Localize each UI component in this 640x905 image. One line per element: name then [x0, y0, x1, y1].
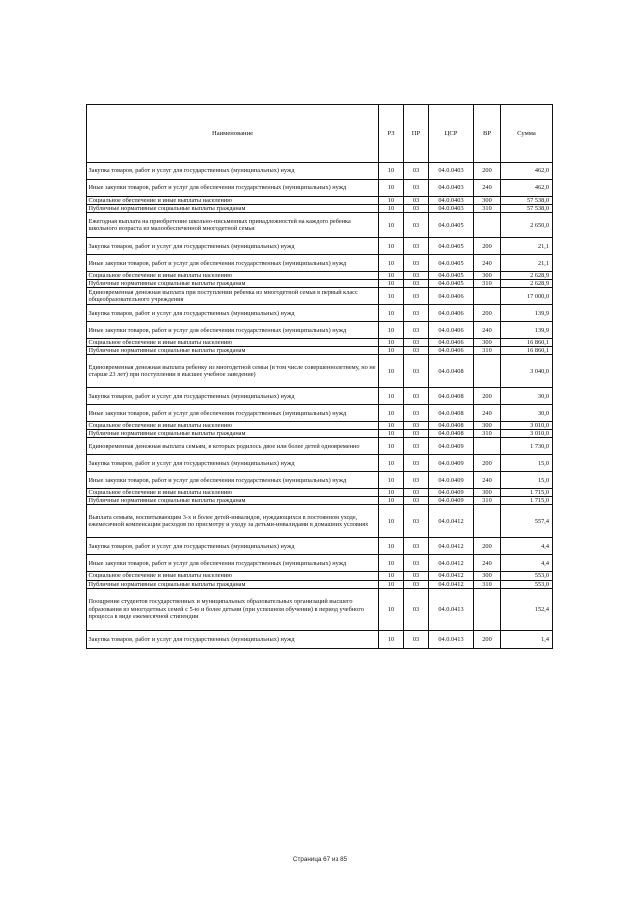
cell-pr: 03	[404, 472, 429, 489]
table-row	[87, 630, 553, 648]
cell-pr: 03	[404, 388, 429, 405]
table-row	[87, 288, 553, 305]
cell-sum: 15,0	[501, 472, 553, 489]
cell-name: Публичные нормативные социальные выплаты гражданам	[87, 580, 379, 588]
cell-name: Иные закупки товаров, работ и услуг для обеспечения государственных (муниципальных) нужд	[87, 255, 379, 272]
cell-vr: 300	[474, 422, 501, 430]
cell-sum: 553,0	[501, 580, 553, 588]
table-row	[87, 489, 553, 497]
cell-vr: 300	[474, 197, 501, 205]
cell-vr: 310	[474, 347, 501, 355]
cell-rz: 10	[379, 430, 404, 438]
cell-sum: 1 730,0	[501, 438, 553, 455]
cell-rz: 10	[379, 630, 404, 648]
table-row	[87, 163, 553, 180]
cell-name: Иные закупки товаров, работ и услуг для обеспечения государственных (муниципальных) нужд	[87, 322, 379, 339]
cell-name: Ежегодная выплата на приобретение школьно-письменных принадлежностей на каждого ребенка школьного возраста из малообеспеченной многодетной семьи	[87, 213, 379, 238]
table-row	[87, 238, 553, 255]
cell-sum: 2 628,9	[501, 272, 553, 280]
cell-vr: 310	[474, 497, 501, 505]
cell-name: Закупка товаров, работ и услуг для государственных (муниципальных) нужд	[87, 388, 379, 405]
cell-sum: 2 628,9	[501, 280, 553, 288]
cell-vr: 240	[474, 322, 501, 339]
cell-rz: 10	[379, 489, 404, 497]
cell-rz: 10	[379, 455, 404, 472]
cell-rz: 10	[379, 272, 404, 280]
cell-rz: 10	[379, 280, 404, 288]
cell-name: Закупка товаров, работ и услуг для государственных (муниципальных) нужд	[87, 305, 379, 322]
header-vr: ВР	[474, 105, 501, 163]
cell-pr: 03	[404, 322, 429, 339]
cell-name: Закупка товаров, работ и услуг для государственных (муниципальных) нужд	[87, 630, 379, 648]
cell-csr: 04.0.0406	[429, 288, 474, 305]
cell-vr	[474, 438, 501, 455]
cell-csr: 04.0.0409	[429, 472, 474, 489]
cell-pr: 03	[404, 438, 429, 455]
cell-sum: 17 000,0	[501, 288, 553, 305]
table-row	[87, 472, 553, 489]
cell-sum: 557,4	[501, 505, 553, 538]
table-row	[87, 280, 553, 288]
cell-csr: 04.0.0413	[429, 630, 474, 648]
cell-sum: 1 715,0	[501, 489, 553, 497]
cell-rz: 10	[379, 213, 404, 238]
cell-name: Публичные нормативные социальные выплаты гражданам	[87, 205, 379, 213]
cell-csr: 04.0.0403	[429, 180, 474, 197]
cell-sum: 57 538,0	[501, 205, 553, 213]
cell-pr: 03	[404, 422, 429, 430]
cell-csr: 04.0.0408	[429, 388, 474, 405]
cell-sum: 1 715,0	[501, 497, 553, 505]
header-sum: Сумма	[501, 105, 553, 163]
page-number: Страница 67 из 85	[292, 856, 348, 863]
table-row	[87, 322, 553, 339]
table-row	[87, 572, 553, 580]
cell-rz: 10	[379, 555, 404, 572]
cell-vr: 300	[474, 272, 501, 280]
cell-name: Закупка товаров, работ и услуг для государственных (муниципальных) нужд	[87, 455, 379, 472]
cell-pr: 03	[404, 505, 429, 538]
cell-pr: 03	[404, 630, 429, 648]
cell-sum: 57 538,0	[501, 197, 553, 205]
cell-name: Публичные нормативные социальные выплаты гражданам	[87, 347, 379, 355]
table-row	[87, 538, 553, 555]
cell-csr: 04.0.0409	[429, 438, 474, 455]
cell-pr: 03	[404, 430, 429, 438]
table-row	[87, 555, 553, 572]
cell-csr: 04.0.0408	[429, 422, 474, 430]
cell-pr: 03	[404, 205, 429, 213]
cell-rz: 10	[379, 288, 404, 305]
table-row	[87, 197, 553, 205]
table-row	[87, 580, 553, 588]
table-row	[87, 388, 553, 405]
cell-sum: 30,0	[501, 388, 553, 405]
cell-rz: 10	[379, 180, 404, 197]
cell-pr: 03	[404, 238, 429, 255]
cell-rz: 10	[379, 580, 404, 588]
table-row	[87, 255, 553, 272]
cell-sum: 21,1	[501, 255, 553, 272]
cell-csr: 04.0.0408	[429, 405, 474, 422]
table-row	[87, 422, 553, 430]
cell-pr: 03	[404, 455, 429, 472]
table-row	[87, 339, 553, 347]
cell-rz: 10	[379, 205, 404, 213]
cell-sum: 21,1	[501, 238, 553, 255]
cell-rz: 10	[379, 588, 404, 630]
cell-sum: 139,9	[501, 322, 553, 339]
cell-name: Социальное обеспечение и иные выплаты населению	[87, 197, 379, 205]
table-header-row	[87, 105, 553, 163]
cell-rz: 10	[379, 572, 404, 580]
cell-pr: 03	[404, 497, 429, 505]
cell-vr	[474, 355, 501, 388]
cell-name: Социальное обеспечение и иные выплаты населению	[87, 489, 379, 497]
cell-csr: 04.0.0406	[429, 339, 474, 347]
cell-name: Единовременная денежная выплата семьям, в которых родилось двое или более детей одновременно	[87, 438, 379, 455]
cell-rz: 10	[379, 238, 404, 255]
cell-rz: 10	[379, 505, 404, 538]
cell-pr: 03	[404, 197, 429, 205]
cell-pr: 03	[404, 538, 429, 555]
cell-vr: 240	[474, 255, 501, 272]
cell-name: Социальное обеспечение и иные выплаты населению	[87, 339, 379, 347]
cell-vr: 300	[474, 489, 501, 497]
cell-sum: 3 010,0	[501, 422, 553, 430]
table-row	[87, 455, 553, 472]
cell-vr: 200	[474, 630, 501, 648]
cell-csr: 04.0.0405	[429, 238, 474, 255]
table-row	[87, 305, 553, 322]
cell-sum: 462,0	[501, 163, 553, 180]
cell-csr: 04.0.0408	[429, 430, 474, 438]
table-row	[87, 438, 553, 455]
cell-pr: 03	[404, 255, 429, 272]
cell-vr: 200	[474, 238, 501, 255]
cell-vr: 200	[474, 538, 501, 555]
cell-sum: 2 650,0	[501, 213, 553, 238]
cell-pr: 03	[404, 555, 429, 572]
cell-csr: 04.0.0403	[429, 205, 474, 213]
cell-pr: 03	[404, 355, 429, 388]
cell-name: Единовременная денежная выплата ребенку из многодетной семьи (в том числе совершеннолетнему, но не старше 23 лет) при поступлении в высшее учебное заведение)	[87, 355, 379, 388]
cell-vr: 200	[474, 455, 501, 472]
cell-name: Единовременная денежная выплата при поступлении ребенка из многодетной семьи в первый класс общеобразовательного учреждения	[87, 288, 379, 305]
cell-rz: 10	[379, 422, 404, 430]
cell-rz: 10	[379, 197, 404, 205]
cell-sum: 15,0	[501, 455, 553, 472]
cell-vr	[474, 213, 501, 238]
cell-csr: 04.0.0412	[429, 572, 474, 580]
table-row	[87, 347, 553, 355]
cell-name: Закупка товаров, работ и услуг для государственных (муниципальных) нужд	[87, 163, 379, 180]
cell-name: Поощрение студентов государственных и муниципальных образовательных организаций высшего образования из многодетных семей с 5-ю и более детьми (при успешном обучении) в период учебного процесса в виде ежемесячной стипендии	[87, 588, 379, 630]
cell-name: Закупка товаров, работ и услуг для государственных (муниципальных) нужд	[87, 538, 379, 555]
cell-sum: 16 860,1	[501, 339, 553, 347]
table-row	[87, 430, 553, 438]
cell-rz: 10	[379, 255, 404, 272]
table-row	[87, 272, 553, 280]
cell-csr: 04.0.0405	[429, 280, 474, 288]
cell-csr: 04.0.0412	[429, 505, 474, 538]
cell-sum: 139,9	[501, 305, 553, 322]
cell-rz: 10	[379, 405, 404, 422]
cell-vr: 240	[474, 180, 501, 197]
budget-table	[86, 104, 553, 649]
cell-csr: 04.0.0412	[429, 538, 474, 555]
table-row	[87, 355, 553, 388]
cell-pr: 03	[404, 572, 429, 580]
cell-name: Закупка товаров, работ и услуг для государственных (муниципальных) нужд	[87, 238, 379, 255]
cell-name: Публичные нормативные социальные выплаты гражданам	[87, 280, 379, 288]
cell-vr: 240	[474, 472, 501, 489]
cell-pr: 03	[404, 305, 429, 322]
cell-rz: 10	[379, 497, 404, 505]
header-rz: РЗ	[379, 105, 404, 163]
cell-csr: 04.0.0406	[429, 347, 474, 355]
cell-vr: 310	[474, 280, 501, 288]
cell-csr: 04.0.0412	[429, 580, 474, 588]
cell-name: Иные закупки товаров, работ и услуг для обеспечения государственных (муниципальных) нужд	[87, 180, 379, 197]
cell-name: Иные закупки товаров, работ и услуг для обеспечения государственных (муниципальных) нужд	[87, 555, 379, 572]
cell-pr: 03	[404, 489, 429, 497]
cell-name: Иные закупки товаров, работ и услуг для обеспечения государственных (муниципальных) нужд	[87, 472, 379, 489]
header-csr: ЦСР	[429, 105, 474, 163]
cell-csr: 04.0.0405	[429, 255, 474, 272]
table-row	[87, 205, 553, 213]
cell-csr: 04.0.0406	[429, 305, 474, 322]
cell-rz: 10	[379, 305, 404, 322]
cell-pr: 03	[404, 180, 429, 197]
cell-name: Социальное обеспечение и иные выплаты населению	[87, 572, 379, 580]
cell-rz: 10	[379, 438, 404, 455]
cell-csr: 04.0.0409	[429, 455, 474, 472]
cell-pr: 03	[404, 280, 429, 288]
cell-vr	[474, 288, 501, 305]
cell-name: Иные закупки товаров, работ и услуг для обеспечения государственных (муниципальных) нужд	[87, 405, 379, 422]
cell-rz: 10	[379, 347, 404, 355]
cell-vr: 200	[474, 305, 501, 322]
cell-sum: 30,0	[501, 405, 553, 422]
cell-csr: 04.0.0409	[429, 489, 474, 497]
cell-pr: 03	[404, 347, 429, 355]
cell-sum: 4,4	[501, 555, 553, 572]
cell-vr: 300	[474, 572, 501, 580]
cell-rz: 10	[379, 388, 404, 405]
cell-csr: 04.0.0403	[429, 163, 474, 180]
cell-pr: 03	[404, 288, 429, 305]
cell-vr: 200	[474, 388, 501, 405]
cell-vr: 310	[474, 430, 501, 438]
cell-csr: 04.0.0409	[429, 497, 474, 505]
header-pr: ПР	[404, 105, 429, 163]
cell-pr: 03	[404, 580, 429, 588]
cell-sum: 1,4	[501, 630, 553, 648]
table-row	[87, 497, 553, 505]
cell-sum: 553,0	[501, 572, 553, 580]
cell-rz: 10	[379, 538, 404, 555]
cell-pr: 03	[404, 163, 429, 180]
cell-rz: 10	[379, 355, 404, 388]
cell-csr: 04.0.0403	[429, 197, 474, 205]
cell-pr: 03	[404, 213, 429, 238]
cell-sum: 3 010,0	[501, 430, 553, 438]
cell-sum: 3 040,0	[501, 355, 553, 388]
table-row	[87, 213, 553, 238]
cell-sum: 462,0	[501, 180, 553, 197]
cell-pr: 03	[404, 405, 429, 422]
cell-pr: 03	[404, 339, 429, 347]
cell-rz: 10	[379, 163, 404, 180]
table-row	[87, 180, 553, 197]
cell-vr: 240	[474, 405, 501, 422]
cell-name: Выплата семьям, воспитывающим 3-х и более детей-инвалидов, нуждающихся в постоянном уходе, ежемесячной компенсации расходов по присмотру и уходу за детьми-инвалидами в домашних условиях	[87, 505, 379, 538]
cell-sum: 16 860,1	[501, 347, 553, 355]
header-name: Наименование	[87, 105, 379, 163]
cell-csr: 04.0.0405	[429, 213, 474, 238]
cell-csr: 04.0.0412	[429, 555, 474, 572]
cell-sum: 152,4	[501, 588, 553, 630]
cell-rz: 10	[379, 472, 404, 489]
cell-name: Социальное обеспечение и иные выплаты населению	[87, 272, 379, 280]
table-body	[87, 163, 553, 649]
cell-name: Публичные нормативные социальные выплаты гражданам	[87, 497, 379, 505]
cell-csr: 04.0.0413	[429, 588, 474, 630]
cell-vr: 240	[474, 555, 501, 572]
cell-vr: 300	[474, 339, 501, 347]
cell-vr: 310	[474, 205, 501, 213]
cell-vr	[474, 588, 501, 630]
table-row	[87, 405, 553, 422]
cell-csr: 04.0.0405	[429, 272, 474, 280]
cell-rz: 10	[379, 339, 404, 347]
table-row	[87, 588, 553, 630]
cell-csr: 04.0.0406	[429, 322, 474, 339]
cell-pr: 03	[404, 272, 429, 280]
cell-vr: 310	[474, 580, 501, 588]
cell-name: Публичные нормативные социальные выплаты гражданам	[87, 430, 379, 438]
cell-vr	[474, 505, 501, 538]
cell-sum: 4,4	[501, 538, 553, 555]
cell-rz: 10	[379, 322, 404, 339]
cell-csr: 04.0.0408	[429, 355, 474, 388]
cell-pr: 03	[404, 588, 429, 630]
cell-vr: 200	[474, 163, 501, 180]
table-row	[87, 505, 553, 538]
cell-name: Социальное обеспечение и иные выплаты населению	[87, 422, 379, 430]
